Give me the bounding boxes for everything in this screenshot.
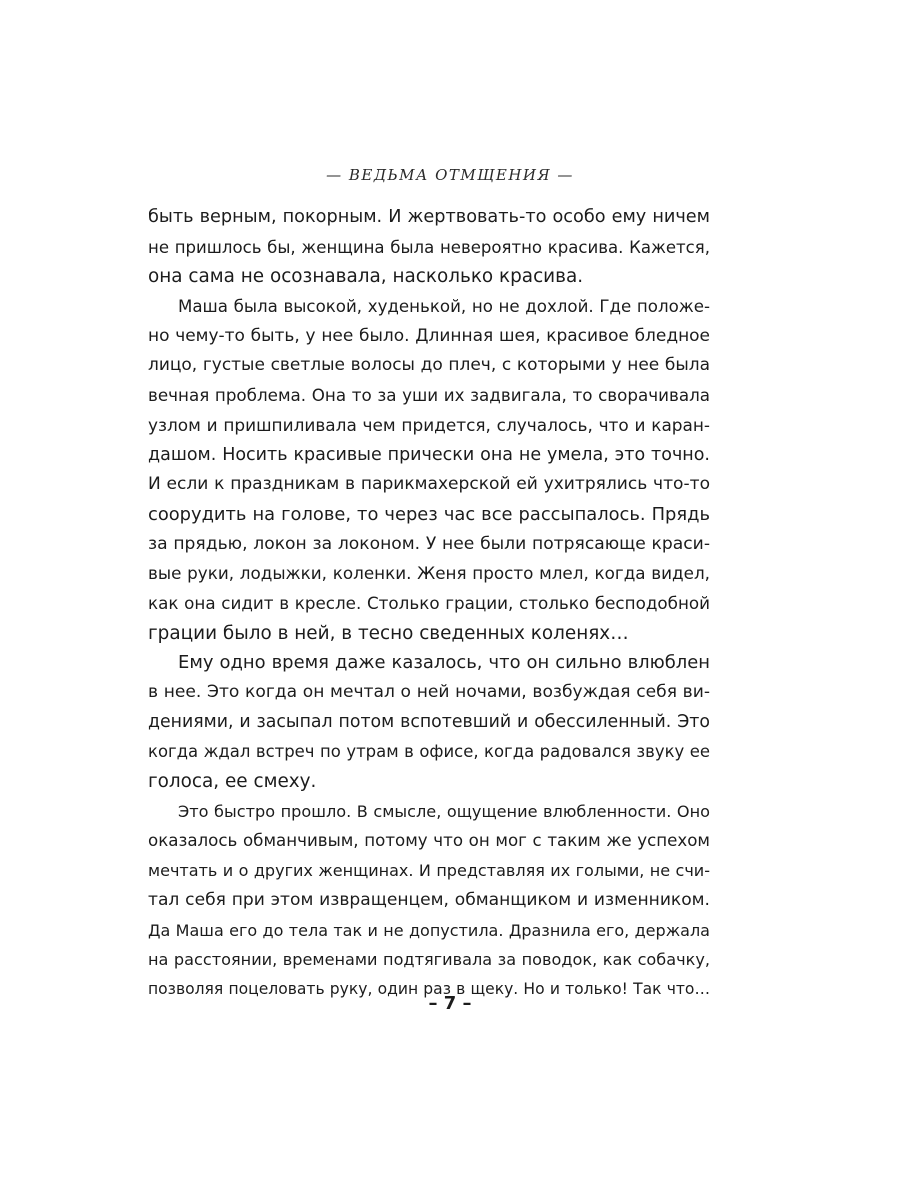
paragraph bbox=[148, 648, 710, 796]
text-line: Ему одно время даже казалось, что он сильно влюблен bbox=[178, 652, 710, 674]
page-number: – 7 – bbox=[428, 993, 472, 1014]
running-head: — ВЕДЬМА ОТМЩЕНИЯ — bbox=[326, 166, 574, 184]
text-line: на расстоянии, временами подтягивала за поводок, как собачку, bbox=[148, 950, 710, 970]
text-line: но чему-то быть, у нее было. Длинная шея, красивое бледное bbox=[148, 325, 710, 346]
text-line: она сама не осознавала, насколько красива. bbox=[148, 266, 584, 288]
text-line: Это быстро прошло. В смысле, ощущение влюбленности. Оно bbox=[178, 801, 710, 821]
paragraph bbox=[148, 797, 710, 1005]
text-line: как она сидит в кресле. Столько грации, столько бесподобной bbox=[148, 592, 710, 613]
text-line: не пришлось бы, женщина была невероятно красива. Кажется, bbox=[148, 237, 710, 257]
text-line: мечтать и о других женщинах. И представляя их голыми, не счи- bbox=[148, 861, 710, 881]
text-line: дашом. Носить красивые прически она не умела, это точно. bbox=[148, 444, 710, 465]
text-line: в нее. Это когда он мечтал о ней ночами, возбуждая себя ви- bbox=[148, 682, 710, 702]
text-line: соорудить на голове, то через час все рассыпалось. Прядь bbox=[148, 503, 710, 525]
body-text bbox=[148, 203, 710, 1005]
text-line: голоса, ее смеху. bbox=[148, 771, 317, 793]
text-line: когда ждал встреч по утрам в офисе, когда радовался звуку ее bbox=[148, 742, 710, 762]
paragraph bbox=[148, 203, 710, 292]
text-line: дениями, и засыпал потом вспотевший и обессиленный. Это bbox=[148, 711, 710, 732]
text-line: позволяя поцеловать руку, один раз в щеку. Но и только! Так что… bbox=[148, 979, 710, 998]
paragraph bbox=[148, 292, 710, 648]
text-line: Маша была высокой, худенькой, но не дохлой. Где положе- bbox=[178, 297, 710, 317]
text-line: Да Маша его до тела так и не допустила. Дразнила его, держала bbox=[148, 920, 710, 940]
text-line: лицо, густые светлые волосы до плеч, с которыми у нее была bbox=[148, 355, 710, 376]
text-line: узлом и пришпиливала чем придется, случалось, что и каран- bbox=[148, 414, 710, 435]
text-line: тал себя при этом извращенцем, обманщиком и изменником. bbox=[148, 889, 710, 910]
text-line: И если к праздникам в парикмахерской ей ухитрялись что-то bbox=[148, 474, 710, 495]
text-line: вые руки, лодыжки, коленки. Женя просто млел, когда видел, bbox=[148, 563, 710, 584]
text-line: оказалось обманчивым, потому что он мог с таким же успехом bbox=[148, 831, 710, 851]
text-line: за прядью, локон за локоном. У нее были потрясающе краси- bbox=[148, 533, 710, 554]
text-line: быть верным, покорным. И жертвовать-то особо ему ничем bbox=[148, 207, 710, 227]
text-line: грации было в ней, в тесно сведенных коленях… bbox=[148, 622, 629, 644]
text-line: вечная проблема. Она то за уши их задвигала, то сворачивала bbox=[148, 385, 710, 406]
